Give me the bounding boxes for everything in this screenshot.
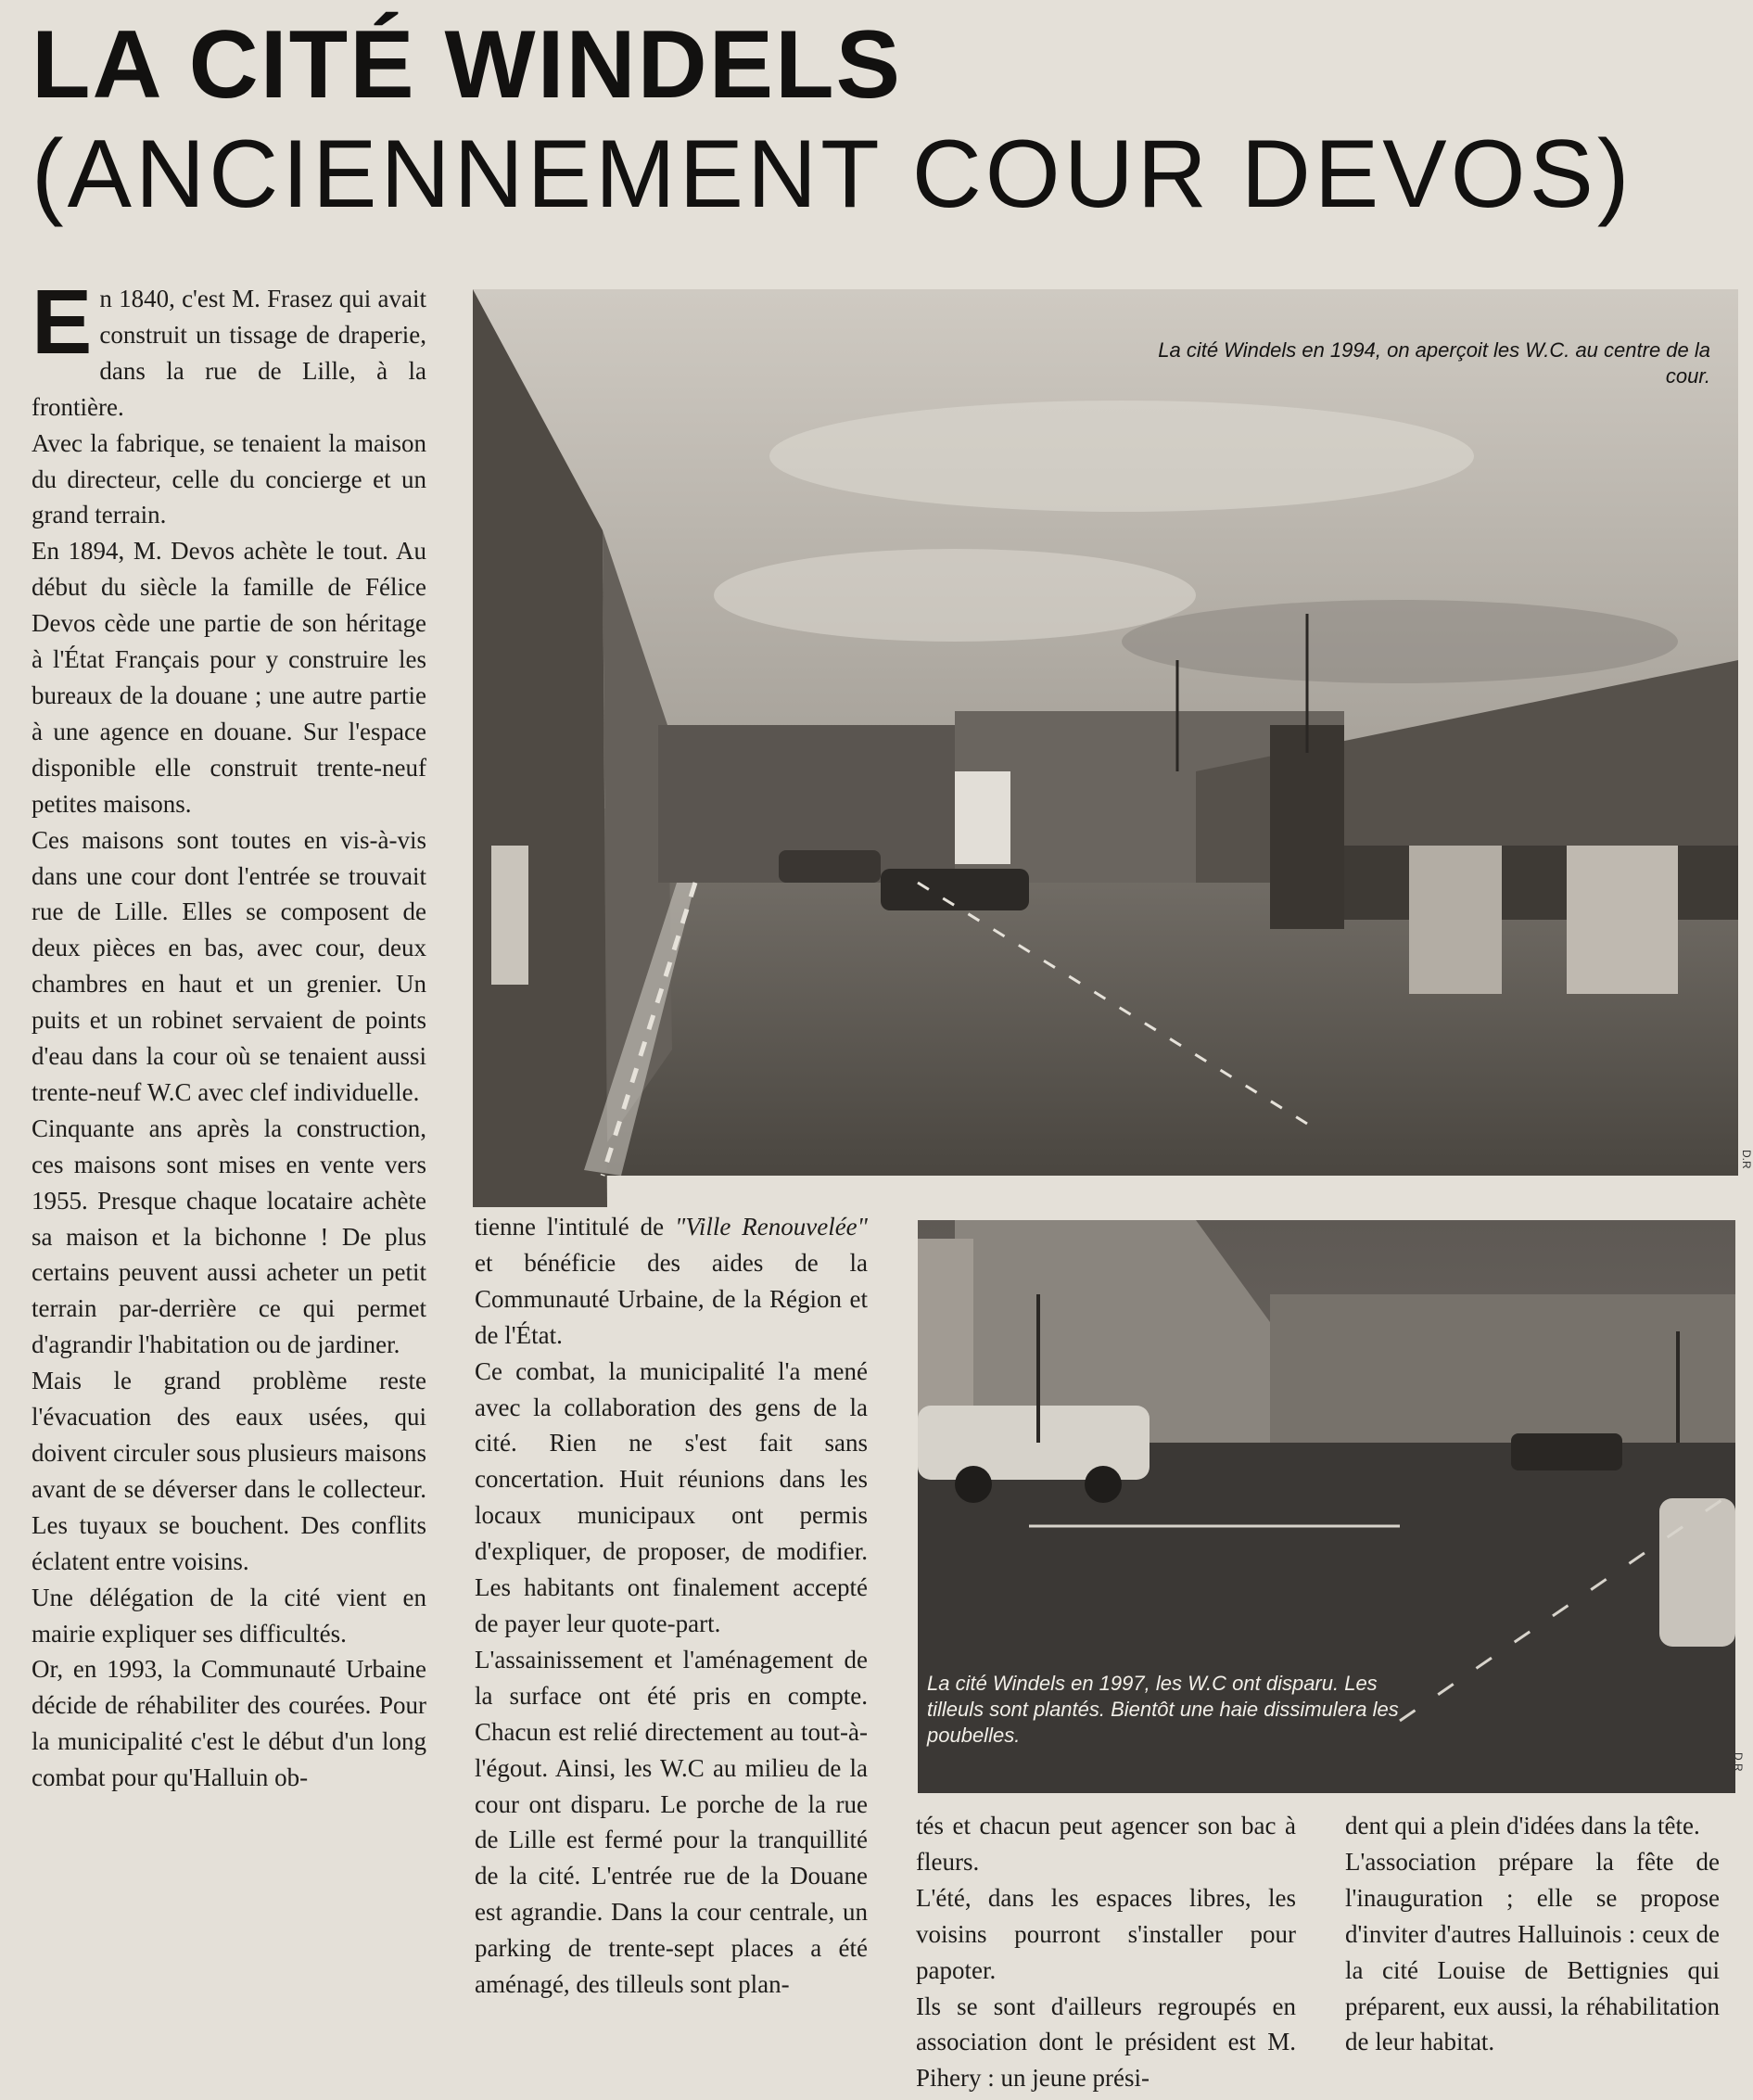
photo-credit: D.R <box>1732 1752 1745 1772</box>
paragraph: Ce combat, la municipalité l'a mené avec la collaboration des gens de la cité. Rien ne s'est fait sans concertation. Huit réunions dans les locaux municipaux ont permis d'expliquer, de proposer, de modifier. Les habitants ont finalement accepté de payer leur quote-part. <box>475 1356 868 1637</box>
photo-1997-caption: La cité Windels en 1997, les W.C ont disparu. Les tilleuls sont plantés. Bientôt une haie dissimulera les poubelles. <box>927 1672 1399 1747</box>
paragraph: L'assainissement et l'aménagement de la surface ont été pris en compte. Chacun est relié directement au tout-à-l'égout. Ainsi, les W.C au milieu de la cour ont disparu. Le porche de la rue de Lille est fermé pour la tranquillité de la cité. L'entrée rue de la Douane est agrandie. Dans la cour centrale, un parking de trente-sept places a été aménagé, des tilleuls sont plan- <box>475 1645 868 1999</box>
article-column-1 <box>32 271 426 2094</box>
drop-cap: E <box>32 271 93 373</box>
quoted-title: "Ville Renouvelée" <box>675 1213 868 1241</box>
paragraph: Une délégation de la cité vient en mairie expliquer ses difficultés. <box>32 1583 426 1648</box>
paragraph-text: n 1840, c'est M. Frasez qui avait construit un tissage de draperie, dans la rue de Lille, à la frontière. <box>32 285 426 421</box>
photo-cite-1994 <box>473 289 1738 1176</box>
photo-1994-caption: La cité Windels en 1994, on aperçoit les W.C. au centre de la cour. <box>1158 338 1710 388</box>
paragraph <box>475 1209 868 1354</box>
paragraph: dent qui a plein d'idées dans la tête. <box>1345 1812 1700 1839</box>
paragraph: Ces maisons sont toutes en vis-à-vis dans une cour dont l'entrée se trouvait rue de Lille. Elles se composent de deux pièces en bas, avec cour, deux chambres en haut et un grenier. Un puits et un robinet servaient de points d'eau dans la cour où se tenaient aussi trente-neuf W.C avec clef individuelle. <box>32 825 426 1106</box>
paragraph: En 1894, M. Devos achète le tout. Au début du siècle la famille de Félice Devos cède une partie de son héritage à l'État Français pour y construire les bureaux de la douane ; une autre partie à une agence en douane. Sur l'espace disponible elle construit trente-neuf petites maisons. <box>32 537 426 818</box>
paragraph: tés et chacun peut agencer son bac à fleurs. <box>916 1812 1296 1876</box>
paragraph: Or, en 1993, la Communauté Urbaine décide de réhabiliter des courées. Pour la municipalité c'est le début d'un long combat pour qu'Halluin ob- <box>32 1655 426 1792</box>
photo-credit: D.R <box>1740 1150 1753 1169</box>
article-column-2 <box>475 1209 868 2094</box>
photo-1994-illustration <box>473 289 1738 1176</box>
paragraph: Avec la fabrique, se tenaient la maison du directeur, celle du concierge et un grand terrain. <box>32 428 426 529</box>
paragraph: Ils se sont d'ailleurs regroupés en association dont le président est M. Pihery : un jeune prési- <box>916 1992 1296 2093</box>
paragraph: Cinquante ans après la construction, ces maisons sont mises en vente vers 1955. Presque chaque locataire achète sa maison et la bichonne ! De plus certains peuvent aussi acheter un petit terrain par-derrière ce qui permet d'agrandir l'habitation ou de jardiner. <box>32 1114 426 1359</box>
paragraph-text: et bénéficie des aides de la Communauté Urbaine, de la Région et de l'État. <box>475 1248 868 1349</box>
article-column-4 <box>1345 1808 1720 2094</box>
article-column-3 <box>916 1808 1296 2094</box>
paragraph-text: tienne l'intitulé de <box>475 1213 665 1241</box>
paragraph: Mais le grand problème reste l'évacuation des eaux usées, qui doivent circuler sous plusieurs maisons avant de se déverser dans le collecteur. Les tuyaux se bouchent. Des conflits éclatent entre voisins. <box>32 1367 426 1575</box>
paragraph: L'association prépare la fête de l'inauguration ; elle se propose d'inviter d'autres Halluinois : ceux de la cité Louise de Bettignies qui préparent, eux aussi, la réhabilitation de leur habitat. <box>1345 1847 1720 2056</box>
paragraph: L'été, dans les espaces libres, les voisins pourront s'installer pour papoter. <box>916 1883 1296 1984</box>
photo-cite-1997 <box>918 1220 1735 1793</box>
subheadline: (ANCIENNEMENT COUR DEVOS) <box>32 121 1633 228</box>
headline: LA CITÉ WINDELS <box>32 11 902 119</box>
paragraph <box>32 271 426 426</box>
